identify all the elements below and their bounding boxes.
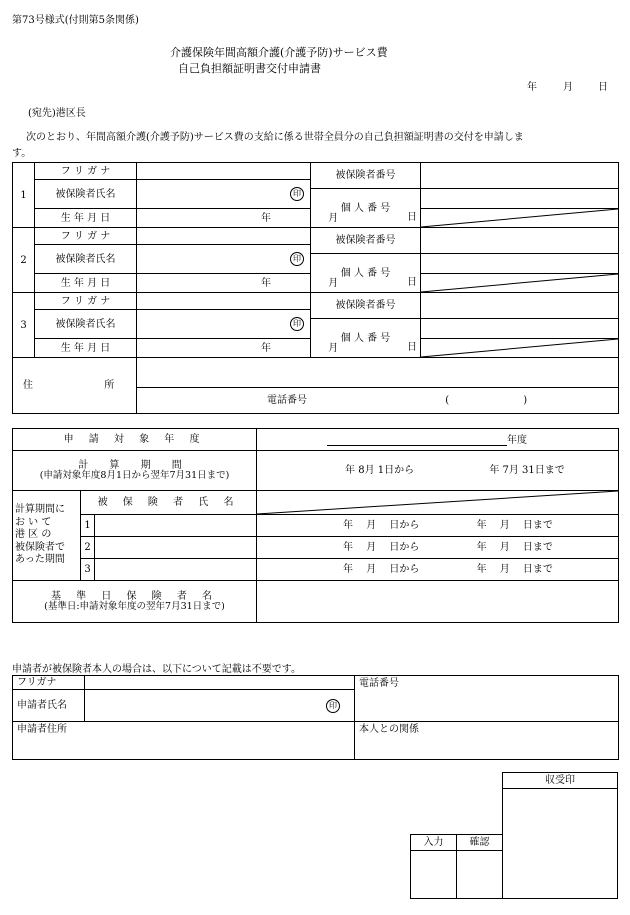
applicant-address-cell[interactable] <box>13 722 355 760</box>
date-year-label: 年 <box>527 82 537 93</box>
calc-to: 年 7月 31日まで <box>489 465 565 476</box>
confirm-label: 確認 <box>457 835 503 851</box>
date-month-label: 月 <box>563 82 573 93</box>
phone-paren-close: ) <box>523 395 528 406</box>
period-to: 年 月 日まで <box>476 564 553 575</box>
intro-text-cont: す。 <box>12 148 32 159</box>
furigana-label: フ リ ガ ナ <box>35 293 137 310</box>
day-label: 日 <box>407 212 417 223</box>
input-stamp-area <box>411 851 457 899</box>
period-from: 年 月 日から <box>343 542 420 553</box>
period-row-dates[interactable] <box>257 515 619 537</box>
calc-period-note: (申請対象年度8月1日から翌年7月31日まで) <box>39 469 230 481</box>
insured-number-input[interactable] <box>421 163 619 189</box>
side-label-line: あった期間 <box>15 554 65 566</box>
birth-date-input[interactable] <box>137 339 339 358</box>
address-input[interactable] <box>137 358 619 388</box>
applicant-relation-label: 本人との関係 <box>359 724 419 735</box>
phone-input[interactable] <box>137 388 619 414</box>
form-number: 第73号様式(付則第5条関係) <box>12 15 139 26</box>
personal-number-label: 個 人 番 号 <box>311 319 421 358</box>
person-1-number: 1 <box>13 163 35 228</box>
insured-name-input[interactable] <box>137 310 311 339</box>
address-label-cell <box>13 358 137 414</box>
period-row-name-input[interactable] <box>95 559 257 581</box>
month-label: 月 <box>328 342 339 354</box>
insured-number-input[interactable] <box>421 228 619 254</box>
base-insured-note: (基準日:申請対象年度の翌年7月31日まで) <box>44 600 225 612</box>
target-year-label: 申 請 対 象 年 度 <box>13 429 257 451</box>
insured-name-label: 被保険者氏名 <box>35 245 137 274</box>
input-label: 入力 <box>411 835 457 851</box>
insured-name-label: 被保険者氏名 <box>35 180 137 209</box>
insured-number-label: 被保険者番号 <box>311 293 421 319</box>
insured-name-header: 被 保 険 者 氏 名 <box>81 491 257 515</box>
year-label: 年 <box>261 277 271 289</box>
applicant-name-input[interactable] <box>85 690 355 722</box>
target-year-suffix: 年度 <box>507 435 528 446</box>
date-day-label: 日 <box>598 82 608 93</box>
addressee: (宛先)港区長 <box>28 108 86 119</box>
base-insured-label: 基 準 日 保 険 者 名 <box>50 590 219 602</box>
birth-label: 生 年 月 日 <box>35 339 137 358</box>
insured-grid <box>12 162 619 414</box>
applicant-note: 申請者が被保険者本人の場合は、以下について記載は不要です。 <box>12 664 301 675</box>
blank-diagonal-cell <box>407 339 619 358</box>
applicant-table <box>12 675 619 760</box>
applicant-name-label: 申請者氏名 <box>13 690 85 722</box>
target-year-input[interactable] <box>257 429 619 451</box>
furigana-input[interactable] <box>137 228 311 245</box>
person-3-number: 3 <box>13 293 35 358</box>
personal-number-label: 個 人 番 号 <box>311 189 421 228</box>
applicant-seal-mark: 印 <box>326 699 340 713</box>
side-label-line: 港 区 の <box>15 529 52 541</box>
base-insured-cell <box>13 581 257 623</box>
applicant-furigana-label: フリガナ <box>13 676 85 690</box>
confirm-stamp-area <box>457 851 503 899</box>
received-label: 収受印 <box>503 773 618 789</box>
personal-number-label: 個 人 番 号 <box>311 254 421 293</box>
phone-paren-open: ( <box>445 395 450 406</box>
applicant-phone-label: 電話番号 <box>359 678 399 689</box>
month-label: 月 <box>328 277 339 289</box>
address-label-2: 所 <box>104 380 115 391</box>
period-table <box>12 428 619 623</box>
person-2-number: 2 <box>13 228 35 293</box>
birth-date-input[interactable] <box>137 274 339 293</box>
insured-number-label: 被保険者番号 <box>311 163 421 189</box>
period-row-number: 1 <box>81 515 95 537</box>
insured-name-label: 被保険者氏名 <box>35 310 137 339</box>
personal-number-input[interactable] <box>421 189 619 209</box>
furigana-label: フ リ ガ ナ <box>35 228 137 245</box>
period-to: 年 月 日まで <box>476 520 553 531</box>
period-row-name-input[interactable] <box>95 537 257 559</box>
period-row-dates[interactable] <box>257 537 619 559</box>
side-label-line: 被保険者で <box>15 541 65 553</box>
applicant-relation-cell[interactable] <box>355 722 619 760</box>
seal-mark: 印 <box>290 187 304 201</box>
office-check-box <box>410 834 503 899</box>
base-insured-input[interactable] <box>257 581 619 623</box>
title-line-2: 自己負担額証明書交付申請書 <box>178 62 321 75</box>
blank-diagonal-cell <box>407 209 619 228</box>
insured-number-input[interactable] <box>421 293 619 319</box>
period-from: 年 月 日から <box>343 564 420 575</box>
seal-mark: 印 <box>290 317 304 331</box>
applicant-address-label: 申請者住所 <box>17 724 67 735</box>
title-line-1: 介護保険年間高額介護(介護予防)サービス費 <box>170 46 388 59</box>
received-stamp-box <box>502 772 618 899</box>
period-to: 年 月 日まで <box>476 542 553 553</box>
insured-name-input[interactable] <box>137 245 311 274</box>
calc-period-cell <box>13 451 257 491</box>
birth-label: 生 年 月 日 <box>35 209 137 228</box>
birth-label: 生 年 月 日 <box>35 274 137 293</box>
applicant-phone-cell[interactable] <box>355 676 619 722</box>
period-row-dates[interactable] <box>257 559 619 581</box>
month-label: 月 <box>328 212 339 224</box>
furigana-label: フ リ ガ ナ <box>35 163 137 180</box>
day-label: 日 <box>407 342 417 353</box>
day-label: 日 <box>407 277 417 288</box>
calc-from: 年 8月 1日から <box>345 465 415 476</box>
calc-period-label: 計 算 期 間 <box>78 459 191 471</box>
personal-number-input[interactable] <box>421 319 619 339</box>
personal-number-input[interactable] <box>421 254 619 274</box>
insured-name-input[interactable] <box>137 180 311 209</box>
seal-mark: 印 <box>290 252 304 266</box>
header-diagonal-cell <box>257 491 619 515</box>
year-label: 年 <box>261 212 271 224</box>
period-row-number: 2 <box>81 537 95 559</box>
received-stamp-area <box>503 789 618 899</box>
birth-date-input[interactable] <box>137 209 339 228</box>
period-from: 年 月 日から <box>343 520 420 531</box>
address-label-1: 住 <box>23 380 33 391</box>
period-row-number: 3 <box>81 559 95 581</box>
side-label-line: 計算期間に <box>15 504 65 516</box>
intro-text: 次のとおり、年間高額介護(介護予防)サービス費の支給に係る世帯全員分の自己負担額証明書の交付を申請しま <box>26 132 524 143</box>
applicant-furigana-input[interactable] <box>85 676 355 690</box>
blank-diagonal-cell <box>407 274 619 293</box>
insured-number-label: 被保険者番号 <box>311 228 421 254</box>
furigana-input[interactable] <box>137 293 311 310</box>
side-label-line: お い て <box>15 516 52 528</box>
year-label: 年 <box>261 342 271 354</box>
phone-label: 電話番号 <box>267 395 307 406</box>
period-row-name-input[interactable] <box>95 515 257 537</box>
furigana-input[interactable] <box>137 163 311 180</box>
side-label <box>13 491 81 581</box>
calc-period-values <box>257 451 619 491</box>
